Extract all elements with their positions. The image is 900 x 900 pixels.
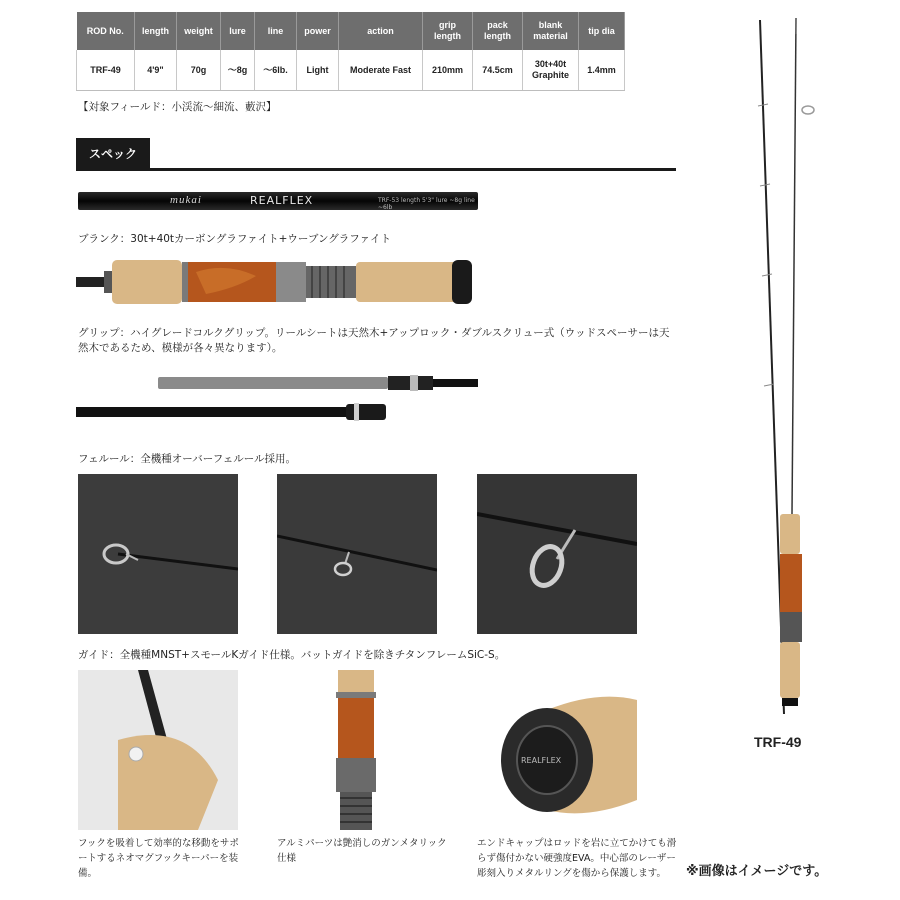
guide-photo-2: [277, 474, 437, 634]
end-cap-graphic: [477, 670, 637, 830]
cell-rod-no: TRF-49: [77, 50, 135, 91]
hook-keeper-photo: [78, 670, 238, 830]
header-pack-length: pack length: [473, 12, 523, 50]
header-tip-dia: tip dia: [579, 12, 625, 50]
blank-caption: ブランク：30t+40tカーボングラファイト+ウーブングラファイト: [78, 233, 392, 245]
section-title: スペック: [76, 138, 150, 170]
header-line: line: [255, 12, 297, 50]
cell-lure: ～8g: [221, 50, 255, 91]
section-rule: [76, 168, 676, 171]
ferrule-caption: フェルール：全機種オーバーフェルール採用。: [78, 453, 296, 465]
rod-product-print: REALFLEX: [250, 194, 314, 207]
spec-table: [76, 12, 625, 91]
header-length: length: [135, 12, 177, 50]
section-header: [76, 138, 676, 170]
model-label: TRF-49: [754, 734, 802, 750]
header-blank-material: blank material: [523, 12, 579, 50]
image-note: ※画像はイメージです。: [686, 864, 828, 879]
target-field-note: 【対象フィールド：小渓流～細流、藪沢】: [78, 101, 277, 113]
header-lure: lure: [221, 12, 255, 50]
header-weight: weight: [177, 12, 221, 50]
grip-image: [76, 254, 476, 314]
full-rod-image: [730, 14, 840, 714]
header-grip-length: grip length: [423, 12, 473, 50]
cell-action: Moderate Fast: [339, 50, 423, 91]
guide-caption: ガイド：全機種MNST+スモールKガイド仕様。バットガイドを除きチタンフレームSiC-S。: [78, 649, 506, 661]
cell-line: ～6lb.: [255, 50, 297, 91]
ferrule-female-image: [76, 400, 386, 424]
end-cap-caption: エンドキャップはロッドを岩に立てかけても滑らず傷付かない硬強度EVA。中心部のレーザー彫刻入りメタルリングを傷から保護します。: [477, 838, 677, 879]
cell-blank-material: 30t+40t Graphite: [523, 50, 579, 91]
cell-weight: 70g: [177, 50, 221, 91]
guide-photo-1: [78, 474, 238, 634]
end-cap-photo: [477, 670, 637, 830]
cell-grip-length: 210mm: [423, 50, 473, 91]
ferrule-male-image: [158, 374, 478, 392]
cell-power: Light: [297, 50, 339, 91]
blank-rod-image: [78, 192, 478, 210]
hook-keeper-caption: フックを吸着して効率的な移動をサポートするネオマグフックキーパーを装備。: [78, 838, 239, 879]
end-cap-print: REALFLEX: [521, 756, 562, 765]
header-power: power: [297, 12, 339, 50]
spec-row-trf-49: [77, 50, 625, 91]
guide-photo-3: [477, 474, 637, 634]
rod-brand-print: mukai: [170, 194, 202, 206]
cell-tip-dia: 1.4mm: [579, 50, 625, 91]
rod-spec-print: TRF-53 length 5'3" lure ~8g line ~6lb: [378, 197, 475, 211]
cell-pack-length: 74.5cm: [473, 50, 523, 91]
grip-caption: グリップ：ハイグレードコルクグリップ。リールシートは天然木+アップロック・ダブルスクリュー式（ウッドスペーサーは天然木であるため、模様が各々異なります）。: [78, 327, 670, 354]
header-rod-no: ROD No.: [77, 12, 135, 50]
cell-length: 4'9": [135, 50, 177, 91]
spec-header-row: [77, 12, 625, 50]
header-action: action: [339, 12, 423, 50]
aluminum-parts-photo: [300, 670, 400, 830]
aluminum-caption: アルミパーツは艶消しのガンメタリック仕様: [277, 838, 447, 864]
